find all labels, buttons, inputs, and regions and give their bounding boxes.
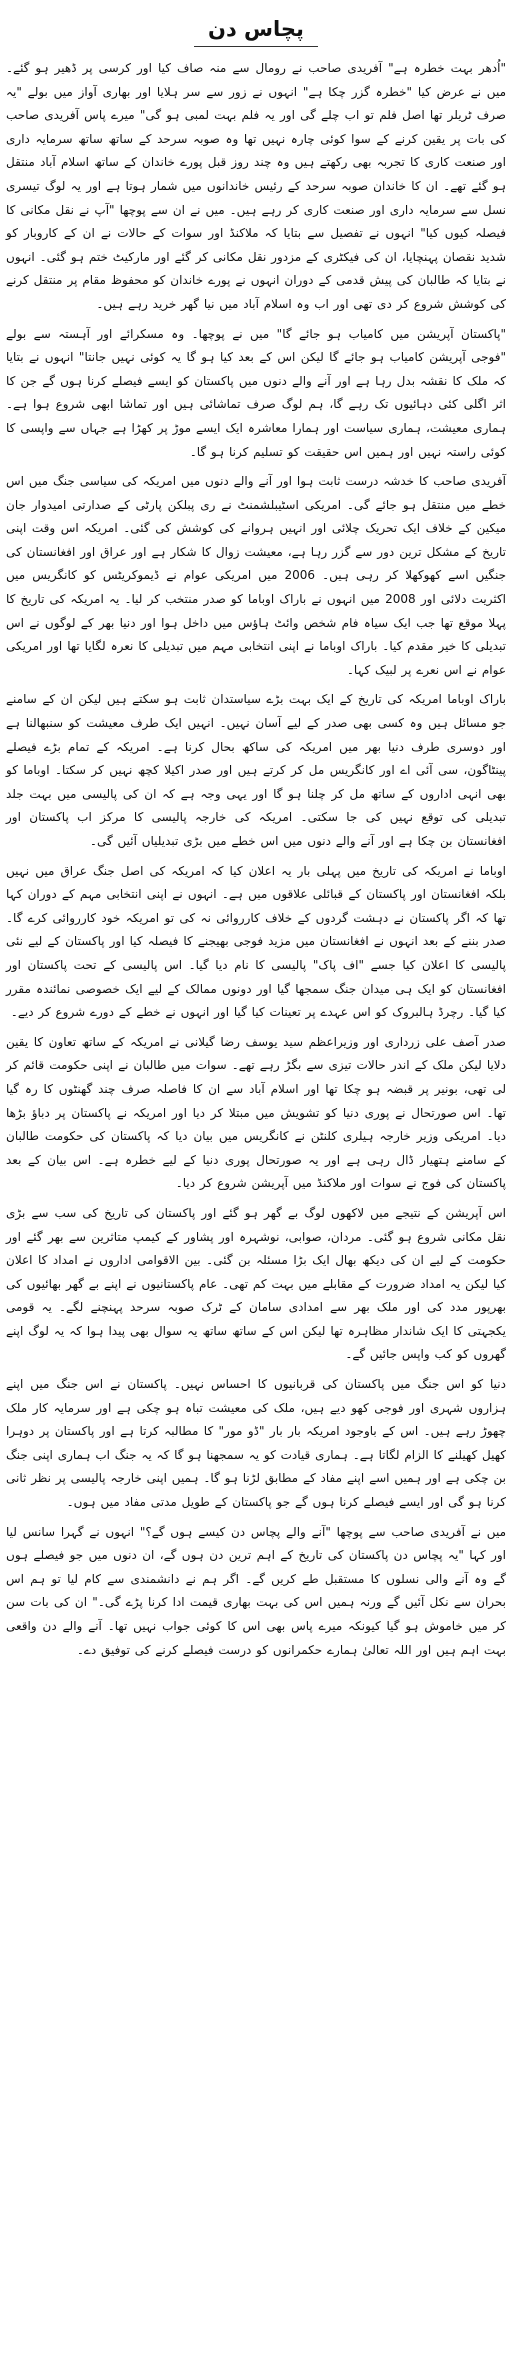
article-title xyxy=(6,14,506,47)
article-paragraph-7: اس آپریشن کے نتیجے میں لاکھوں لوگ بے گھر ہو گئے اور پاکستان کی تاریخ کی سب سے بڑی نقل مکانی شروع ہو گئی۔ مردان، صوابی، نوشہرہ اور پشاور کے کیمپ متاثرین سے بھر گئے اور حکومت کے لیے ان کی دیکھ بھال ایک بڑا مسئلہ بن گئی۔ بین الاقوامی اداروں نے امداد کا اعلان کیا لیکن یہ امداد ضرورت کے مقابلے میں بہت کم تھی۔ عام پاکستانیوں نے اپنے بے گھر بھائیوں کی بھرپور مدد کی اور ملک بھر سے امدادی سامان کے ٹرک صوبہ سرحد پہنچنے لگے۔ یہ قومی یکجہتی کا ایک شاندار مظاہرہ تھا لیکن اس کے ساتھ ساتھ یہ سوال بھی پیدا ہوا کہ یہ لوگ اپنے گھروں کو کب واپس جائیں گے۔ xyxy=(6,1205,506,1362)
article-paragraph-8: دنیا کو اس جنگ میں پاکستان کی قربانیوں کا احساس نہیں۔ پاکستان نے اس جنگ میں اپنے ہزاروں شہری اور فوجی کھو دیے ہیں، ملک کی معیشت تباہ ہو چکی ہے اور سرمایہ کار ملک چھوڑ رہے ہیں۔ اس کے باوجود امریکہ بار بار "ڈو مور" کا مطالبہ کرتا ہے اور پاکستان پر دوہرا کھیل کھیلنے کا الزام لگاتا ہے۔ ہماری قیادت کو یہ سمجھنا ہو گا کہ یہ جنگ اب ہماری اپنی جنگ بن چکی ہے اور ہمیں اسے اپنے مفاد کے مطابق لڑنا ہو گا۔ ہمیں اپنی خارجہ پالیسی پر نظر ثانی کرنا ہو گی اور ایسے فیصلے کرنا ہوں گے جو پاکستان کے طویل مدتی مفاد میں ہوں۔ xyxy=(5,1377,506,1510)
article-paragraph-6: صدر آصف علی زرداری اور وزیراعظم سید یوسف رضا گیلانی نے امریکہ کے ساتھ تعاون کا یقین دلایا لیکن ملک کے اندر حالات تیزی سے بگڑ رہے تھے۔ سوات میں طالبان نے اپنی حکومت قائم کر لی تھی، بونیر پر قبضہ ہو چکا تھا اور اسلام آباد سے ان کا فاصلہ صرف چند گھنٹوں کا رہ گیا تھا۔ اس صورتحال نے پوری دنیا کو تشویش میں مبتلا کر دیا اور امریکہ نے پاکستان پر دباؤ بڑھا دیا۔ امریکی وزیر خارجہ ہیلری کلنٹن نے کانگریس میں بیان دیا کہ پاکستان کی حکومت طالبان کے سامنے ہتھیار ڈال رہی ہے اور یہ صورتحال پوری دنیا کے لیے خطرہ ہے۔ اس بیان کے بعد پاکستان کی فوج نے سوات اور ملاکنڈ میں آپریشن شروع کر دیا۔ xyxy=(6,1034,506,1191)
article-paragraph-5: اوباما نے امریکہ کی تاریخ میں پہلی بار یہ اعلان کیا کہ امریکہ کی اصل جنگ عراق میں نہیں بلکہ افغانستان اور پاکستان کے قبائلی علاقوں میں ہے۔ انہوں نے اپنی انتخابی مہم کے دوران کہا تھا کہ اگر پاکستان نے دہشت گردوں کے خلاف کارروائی نہ کی تو امریکہ خود کارروائی کرے گا۔ صدر بننے کے بعد انہوں نے افغانستان میں مزید فوجی بھیجنے کا فیصلہ کیا اور پاکستان کے لیے نئی پالیسی کا اعلان کیا جسے "اف پاک" پالیسی کا نام دیا گیا۔ اس پالیسی کے تحت پاکستان اور افغانستان کو ایک ہی میدان جنگ سمجھا گیا اور دونوں ممالک کے لیے ایک خصوصی نمائندہ مقرر کیا گیا۔ رچرڈ ہالبروک کو اس عہدے پر تعینات کیا گیا اور انہوں نے خطے کے دورے شروع کر دیے۔ xyxy=(6,863,506,1020)
article-body xyxy=(6,57,506,1662)
article-paragraph-9: میں نے آفریدی صاحب سے پوچھا "آنے والے پچاس دن کیسے ہوں گے؟" انہوں نے گہرا سانس لیا اور کہا "یہ پچاس دن پاکستان کی تاریخ کے اہم ترین دن ہوں گے، ان دنوں میں جو فیصلے ہوں گے وہ آنے والی نسلوں کا مستقبل طے کریں گے۔ اگر ہم نے دانشمندی سے کام لیا تو ہم اس بحران سے نکل آئیں گے ورنہ ہمیں اس کی بہت بھاری قیمت ادا کرنا پڑے گی۔" ان کی بات سن کر میں خاموش ہو گیا کیونکہ میرے پاس بھی اس کا کوئی جواب نہیں تھا۔ آنے والے دن واقعی بہت اہم ہیں اور اللہ تعالیٰ ہمارے حکمرانوں کو درست فیصلے کرنے کی توفیق دے۔ xyxy=(6,1524,506,1657)
article-paragraph-2: "پاکستان آپریشن میں کامیاب ہو جائے گا" میں نے پوچھا۔ وہ مسکرائے اور آہستہ سے بولے "فوجی آپریشن کامیاب ہو جائے گا لیکن اس کے بعد کیا ہو گا یہ کوئی نہیں جانتا" انہوں نے بتایا کہ ملک کا نقشہ بدل رہا ہے اور آنے والے دنوں میں پاکستان کو ایسے فیصلے کرنا ہوں گے جن کا اثر اگلی کئی دہائیوں تک رہے گا، ہم لوگ صرف تماشائی ہیں اور تماشا ابھی شروع ہوا ہے۔ ہماری معیشت، ہماری سیاست اور ہمارا معاشرہ ایک ایسے موڑ پر کھڑا ہے جہاں سے واپسی کا کوئی راستہ نہیں اور ہمیں اس حقیقت کو تسلیم کرنا ہو گا۔ xyxy=(6,326,506,459)
article-title-text: پچاس دن xyxy=(194,14,318,47)
article-paragraph-4: باراک اوباما امریکہ کی تاریخ کے ایک بہت بڑے سیاستدان ثابت ہو سکتے ہیں لیکن ان کے سامنے جو مسائل ہیں وہ کسی بھی صدر کے لیے آسان نہیں۔ انہیں ایک طرف معیشت کو سنبھالنا ہے اور دوسری طرف دنیا بھر میں امریکہ کی ساکھ بحال کرنا ہے۔ امریکہ کے تمام بڑے فیصلے پینٹاگون، سی آئی اے اور کانگریس مل کر کرتے ہیں اور صدر اکیلا کچھ نہیں کر سکتا۔ اوباما کو بھی انہی اداروں کے ساتھ مل کر چلنا ہو گا اور یہی وجہ ہے کہ ان کی پالیسی میں بہت جلد تبدیلی کی توقع نہیں کی جا سکتی۔ امریکہ کی خارجہ پالیسی کا مرکز اب پاکستان اور افغانستان بن چکا ہے اور آنے والے دنوں میں اس خطے میں بڑی تبدیلیاں آئیں گی۔ xyxy=(6,692,506,848)
article-paragraph-1: "اُدھر بہت خطرہ ہے" آفریدی صاحب نے رومال سے منہ صاف کیا اور کرسی پر ڈھیر ہو گئے۔ میں نے عرض کیا "خطرہ گزر چکا ہے" انہوں نے زور سے سر ہلایا اور بھاری آواز میں بولے "یہ صرف ٹریلر تھا اصل فلم تو اب چلے گی اور یہ فلم بہت لمبی ہو گی" میرے پاس آفریدی صاحب کی بات پر یقین کرنے کے سوا کوئی چارہ نہیں تھا وہ صوبہ سرحد کے ساتھ ساتھ سرمایہ داری اور صنعت کاری کا تجربہ بھی رکھتے ہیں وہ چند روز قبل پورے خاندان کے ساتھ اسلام آباد منتقل ہو گئے تھے۔ ان کا خاندان صوبہ سرحد کے رئیس خاندانوں میں شمار ہوتا ہے اور یہ لوگ تیسری نسل سے سرمایہ داری اور صنعت کاری کر رہے ہیں۔ میں نے ان سے پوچھا "آپ نے نقل مکانی کا فیصلہ کیوں کیا" انہوں نے تفصیل سے بتایا کہ ملاکنڈ اور سوات کے حالات نے ان کے کاروبار کو شدید نقصان پہنچایا، ان کی فیکٹری کے مزدور نقل مکانی کر گئے اور مارکیٹ ختم ہو گئی۔ انہوں نے بتایا کہ طالبان کی پیش قدمی کے دوران انہوں نے پورے خاندان کو محفوظ مقام پر منتقل کرنے کی کوشش شروع کر دی تھی اور اب وہ اسلام آباد میں نیا گھر خرید رہے ہیں۔ xyxy=(6,61,506,311)
article-paragraph-3: آفریدی صاحب کا خدشہ درست ثابت ہوا اور آنے والے دنوں میں امریکہ کی سیاسی جنگ میں اس خطے میں منتقل ہو جائے گی۔ امریکی اسٹیبلشمنٹ نے ری پبلکن پارٹی کے صدارتی امیدوار جان میکین کے خلاف ایک تحریک چلائی اور انہیں ہروانے کی کوشش کی گئی۔ امریکہ اس وقت اپنی تاریخ کے مشکل ترین دور سے گزر رہا ہے، معیشت زوال کا شکار ہے اور عراق اور افغانستان کی جنگیں اسے کھوکھلا کر رہی ہیں۔ 2006 میں امریکی عوام نے ڈیموکریٹس کو کانگریس میں اکثریت دلائی اور 2008 میں انہوں نے باراک اوباما کو صدر منتخب کر لیا۔ یہ امریکہ کی تاریخ کا پہلا موقع تھا جب ایک سیاہ فام شخص وائٹ ہاؤس میں داخل ہوا اور دنیا بھر کے لوگوں نے اس تبدیلی کا خیر مقدم کیا۔ باراک اوباما نے اپنی انتخابی مہم میں تبدیلی کا نعرہ لگایا تھا اور امریکی عوام نے اس نعرے پر لبیک کہا۔ xyxy=(6,474,507,677)
